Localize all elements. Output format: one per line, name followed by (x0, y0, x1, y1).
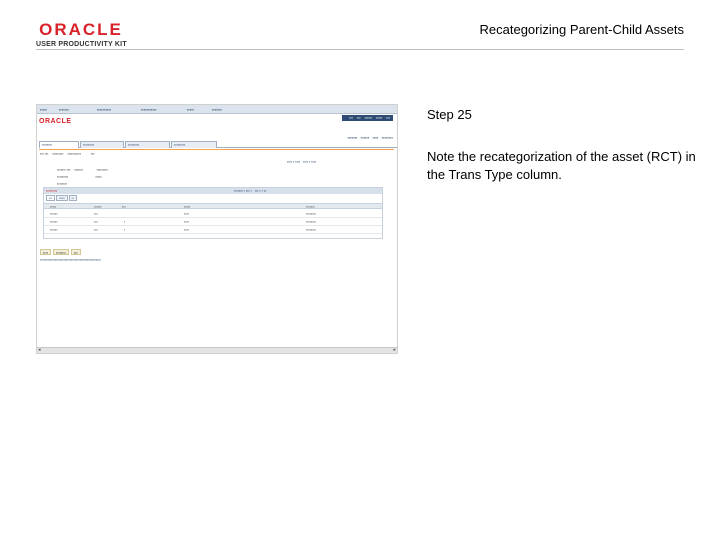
page-tabs (39, 141, 397, 148)
pager-row: ▪▪▪▪ ▪ ▪▪▪▪ ▪▪▪▪ ▪ ▪▪▪▪ (287, 160, 317, 164)
grid-row: ▪▪▪▪▪▪ ▪▪▪ ▪ ▪▪▪▪ ▪▪▪▪▪▪▪▪ (44, 226, 382, 234)
breadcrumb-bar: ▪▪▪▪▪ ▪▪▪▪▪▪▪ ▪▪▪▪▪▪▪▪▪▪ ▪▪▪▪▪▪▪▪▪▪▪ ▪▪▪▪▪ ▪▪▪▪▪▪▪ (37, 105, 397, 114)
grid-title-bar: ▪▪▪▪▪▪▪▪▪ ▪▪▪▪▪▪▪ ▪ ▪▪▪ ▪ ▪▪▪ ▪ ▪ ▪▪ (44, 188, 382, 194)
notify-button: ▪▪▪ (71, 249, 81, 255)
step-instruction: Note the recategorization of the asset (RCT) in the Trans Type column. (427, 149, 696, 182)
oracle-upk-logo (36, 22, 126, 49)
cost-grid (43, 187, 383, 239)
form-field-row: ▪▪▪▪▪▪▪ ▪▪▪ ▪▪▪▪▪▪▪ ▪▪▪▪▪▪▪▪▪ (57, 168, 108, 172)
tab-3: ▪▪▪▪▪▪▪▪▪ (125, 141, 170, 148)
page-links: ▪▪▪▪▪▪▪ ▪▪▪▪▪▪ ▪▪▪▪ ▪▪▪▪▪▪▪▪ (347, 135, 393, 140)
tab-1: ▪▪▪▪▪▪▪▪ (39, 141, 79, 148)
horizontal-scrollbar (37, 347, 397, 353)
application-screenshot (36, 104, 398, 354)
header-divider (36, 49, 684, 50)
scroll-right-icon: ▸ (393, 347, 396, 353)
grid-row: ▪▪▪▪▪▪ ▪▪▪ ▪▪▪▪ ▪▪▪▪▪▪▪▪ (44, 210, 382, 218)
section-divider (39, 149, 394, 150)
tab-2: ▪▪▪▪▪▪▪▪▪ (80, 141, 124, 148)
slide-title: Recategorizing Parent-Child Assets (479, 22, 684, 37)
oracle-logo-text: ORACLE (39, 20, 123, 39)
upk-logo-subtext: USER PRODUCTIVITY KIT (36, 41, 127, 48)
tab-4: ▪▪▪▪▪▪▪▪▪ (171, 141, 217, 148)
global-nav-links: ▪▪▪ ▪▪▪ ▪▪▪▪▪▪ ▪▪▪▪▪ ▪▪▪ (342, 115, 393, 121)
page-buttons (40, 249, 83, 255)
return-button: ▪▪▪▪▪▪▪▪ (53, 249, 69, 255)
step-label: Step 25 (427, 107, 472, 122)
form-field-row: ▪▪▪▪▪▪▪▪▪ ▪▪▪▪▪ (57, 175, 102, 179)
grid-header-row: ▪▪▪▪▪ ▪▪▪▪▪▪ ▪▪▪ ▪▪▪▪▪ ▪▪▪▪▪▪▪ (44, 203, 382, 209)
grid-row: ▪▪▪▪▪▪ ▪▪▪ ▪ ▪▪▪▪ ▪▪▪▪▪▪▪▪ (44, 218, 382, 226)
form-field-row: ▪▪▪ ▪▪▪ ▪▪▪▪▪▪▪▪▪ ▪▪▪▪▪▪▪▪▪▪▪ ▪▪▪ (40, 152, 95, 156)
scroll-left-icon: ◂ (38, 347, 41, 353)
grid-tabs: ▪▪▪ ▪▪▪▪▪ ▪▪ (46, 195, 78, 201)
mini-oracle-logo: ORACLE (39, 118, 72, 125)
app-header (37, 114, 397, 129)
save-button: ▪▪▪▪ (40, 249, 51, 255)
bottom-tab-links: ▪▪▪▪▪▪▪▪▪▪▪▪▪▪▪▪▪▪▪▪▪▪▪▪▪▪▪▪▪▪▪▪▪▪▪▪▪▪▪▪▪▪▪▪▪▪▪▪▪ (40, 258, 101, 262)
form-field-row: ▪▪▪▪▪▪▪▪ (57, 182, 67, 186)
